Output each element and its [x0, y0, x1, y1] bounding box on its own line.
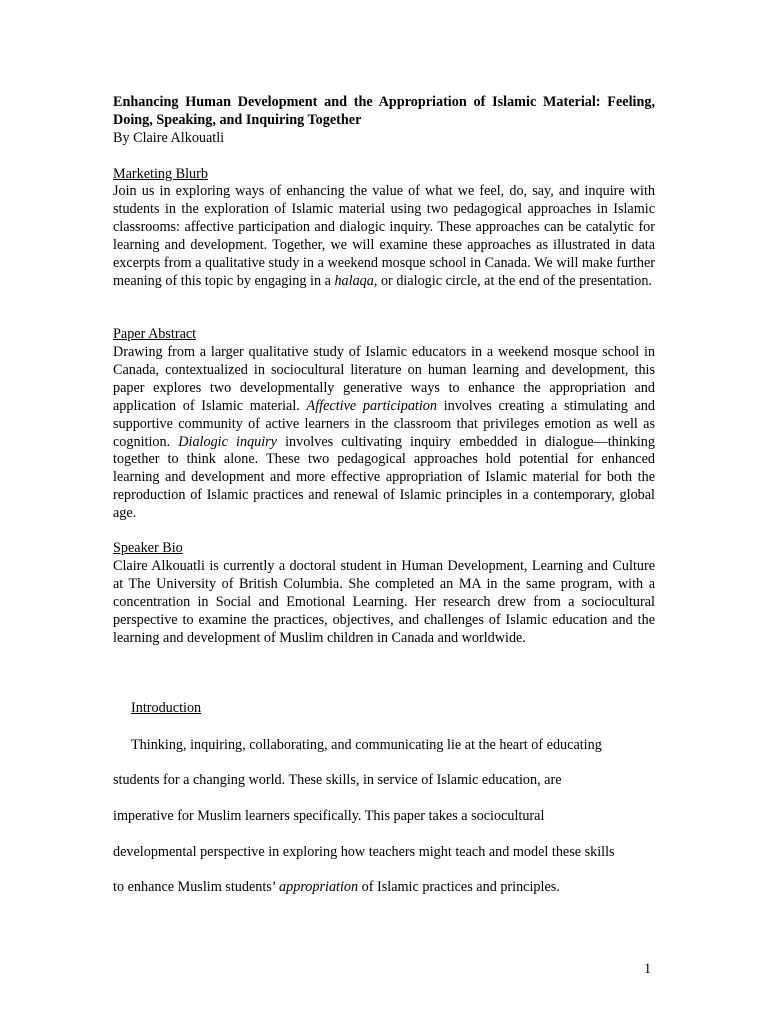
intro-line-3: imperative for Muslim learners specifically. This paper takes a sociocultural: [113, 808, 545, 824]
intro-line-4: developmental perspective in exploring how teachers might teach and model these skills: [113, 844, 615, 860]
abstract-italic-dialogic: Dialogic inquiry: [178, 433, 277, 450]
intro-line-5-end: of Islamic practices and principles.: [358, 879, 560, 895]
marketing-text-2: , or dialogic circle, at the end of the presentation.: [373, 272, 652, 289]
bio-heading: Speaker Bio: [113, 540, 183, 556]
intro-line-1: Thinking, inquiring, collaborating, and communicating lie at the heart of educating: [131, 737, 602, 753]
abstract-text-3: involves cultivating inquiry embedded in dialogue—thinking together to think alone. These two pedagogical approaches hold potential for enhanced learning and development and more effective appropriation of Islamic material for both the reproduction of Islamic practices and renewal of Islamic principles in a contemporary, global age.: [113, 433, 655, 522]
author-byline: By Claire Alkouatli: [113, 130, 225, 146]
introduction-heading: Introduction: [131, 700, 202, 716]
abstract-italic-affective: Affective participation: [306, 397, 437, 414]
abstract-text-1: Drawing from a larger qualitative study of Islamic educators in a weekend mosque school in Canada, contextualized in sociocultural literature on human learning and development, this paper explores two developmentally generative ways to enhance the appropriation and application of Islamic material.: [113, 344, 655, 414]
marketing-heading: Marketing Blurb: [113, 166, 208, 182]
page-number: 1: [644, 961, 652, 977]
intro-line-5-start: to enhance Muslim students’: [113, 879, 280, 895]
intro-line-5: [113, 879, 673, 897]
intro-italic-appropriation: appropriation: [279, 879, 359, 895]
marketing-italic-halaqa: halaqa: [334, 272, 374, 289]
abstract-heading: Paper Abstract: [113, 326, 197, 342]
document-title: Enhancing Human Development and the Appropriation of Islamic Material: Feeling, Doing, Speaking, and Inquiring Together: [113, 94, 655, 128]
marketing-text-1: Join us in exploring ways of enhancing the value of what we feel, do, say, and inquire with students in the exploration of Islamic material using two pedagogical approaches in Islamic classrooms: affective participation and dialogic inquiry. These approaches can be catalytic for learning and development. Together, we will examine these approaches as illustrated in data excerpts from a qualitative study in a weekend mosque school in Canada. We will make further meaning of this topic by engaging in a: [113, 183, 655, 289]
marketing-paragraph: [113, 183, 655, 290]
abstract-text-2: involves creating a stimulating and supportive community of active learners in the classroom that privileges emotion as well as cognition.: [113, 397, 655, 450]
bio-paragraph: Claire Alkouatli is currently a doctoral student in Human Development, Learning and Culture at The University of British Columbia. She completed an MA in the same program, with a concentration in Social and Emotional Learning. Her research drew from a sociocultural perspective to examine the practices, objectives, and challenges of Islamic education and the learning and development of Muslim children in Canada and worldwide.: [113, 558, 655, 646]
abstract-paragraph: [113, 344, 655, 523]
intro-line-2: students for a changing world. These skills, in service of Islamic education, are: [113, 772, 562, 788]
